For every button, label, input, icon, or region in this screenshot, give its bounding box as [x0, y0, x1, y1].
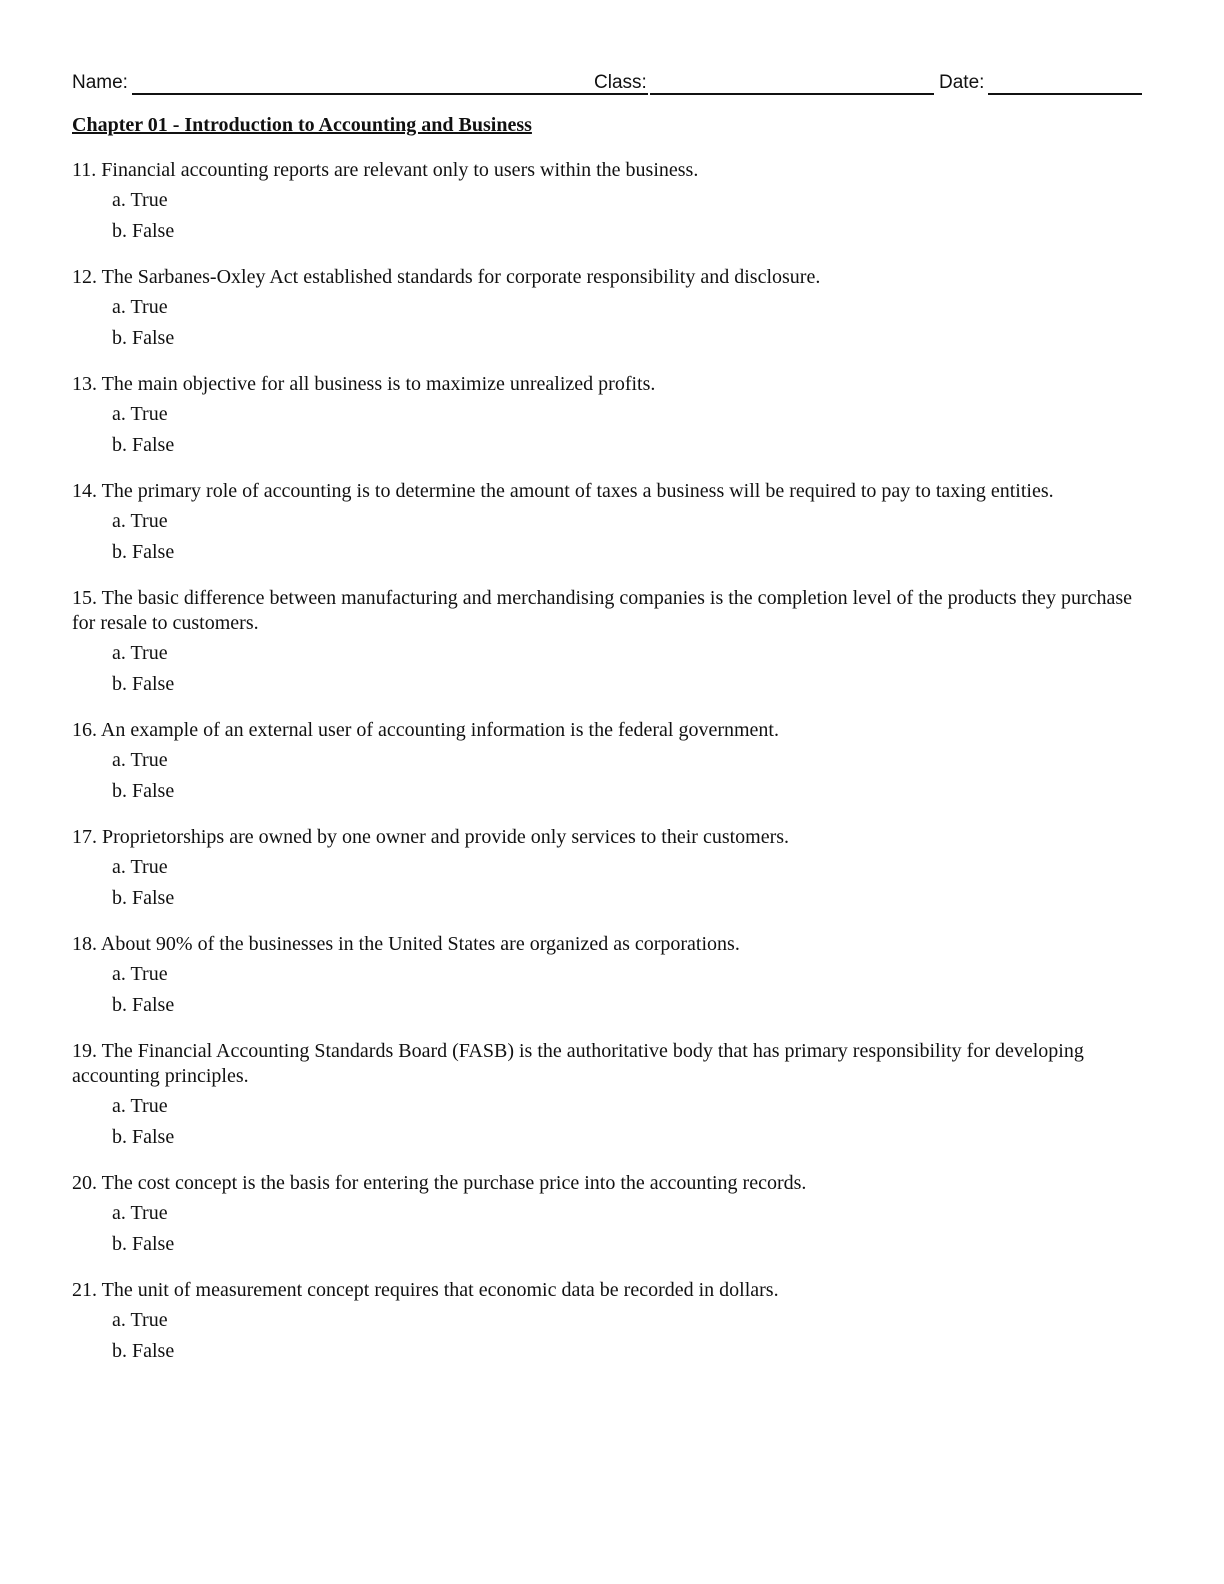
question-item — [72, 586, 1132, 698]
option-true: a. True — [112, 1202, 168, 1224]
option-false: b. False — [112, 327, 175, 349]
question-number: 11. — [72, 159, 97, 181]
question-statement: The unit of measurement concept requires that economic data be recorded in dollars. — [101, 1279, 779, 1301]
option-false: b. False — [112, 887, 175, 909]
question-item — [72, 158, 1132, 245]
option-true: a. True — [112, 963, 168, 985]
question-text — [72, 1278, 1132, 1303]
option-false: b. False — [112, 780, 175, 802]
question-statement: About 90% of the businesses in the United States are organized as corporations. — [100, 933, 740, 955]
option-true: a. True — [112, 642, 168, 664]
name-blank-line — [132, 93, 648, 95]
option-false: b. False — [112, 1340, 175, 1362]
question-statement: The basic difference between manufacturing and merchandising companies is the completion level of the products they purchase for resale to customers. — [72, 587, 1133, 634]
date-blank-line — [988, 93, 1142, 95]
question-text — [72, 932, 1132, 957]
option-false: b. False — [112, 541, 175, 563]
question-item — [72, 265, 1132, 352]
question-number: 13. — [72, 373, 97, 395]
question-text — [72, 586, 1132, 636]
question-number: 12. — [72, 266, 97, 288]
option-true: a. True — [112, 510, 168, 532]
question-text — [72, 718, 1132, 743]
class-label: Class: — [594, 72, 647, 93]
option-false: b. False — [112, 1126, 175, 1148]
question-statement: The primary role of accounting is to determine the amount of taxes a business will be required to pay to taxing entities. — [101, 480, 1054, 502]
student-info-header — [72, 70, 1144, 96]
question-statement: Proprietorships are owned by one owner and provide only services to their customers. — [102, 826, 790, 848]
footer-right-mark — [1098, 1458, 1102, 1464]
name-label: Name: — [72, 72, 128, 93]
option-true: a. True — [112, 189, 168, 211]
question-statement: The main objective for all business is to maximize unrealized profits. — [101, 373, 656, 395]
question-number: 18. — [72, 933, 97, 955]
question-statement: An example of an external user of accounting information is the federal government. — [100, 719, 779, 741]
option-true: a. True — [112, 1095, 168, 1117]
question-number: 17. — [72, 826, 97, 848]
option-false: b. False — [112, 434, 175, 456]
option-true: a. True — [112, 1309, 168, 1331]
question-number: 16. — [72, 719, 97, 741]
question-text — [72, 479, 1132, 504]
option-false: b. False — [112, 1233, 175, 1255]
question-item — [72, 479, 1132, 566]
question-text — [72, 1171, 1132, 1196]
option-true: a. True — [112, 296, 168, 318]
question-number: 19. — [72, 1040, 97, 1062]
option-true: a. True — [112, 403, 168, 425]
class-blank-line — [650, 93, 934, 95]
question-statement: The Sarbanes-Oxley Act established standards for corporate responsibility and disclosure. — [101, 266, 821, 288]
option-false: b. False — [112, 673, 175, 695]
option-false: b. False — [112, 994, 175, 1016]
question-number: 21. — [72, 1279, 97, 1301]
option-true: a. True — [112, 749, 168, 771]
question-text — [72, 265, 1132, 290]
question-statement: Financial accounting reports are relevant only to users within the business. — [101, 159, 699, 181]
question-list — [72, 158, 1132, 1385]
question-item — [72, 372, 1132, 459]
question-item — [72, 718, 1132, 805]
option-false: b. False — [112, 220, 175, 242]
question-item — [72, 932, 1132, 1019]
chapter-title: Chapter 01 - Introduction to Accounting and Business — [72, 114, 532, 136]
question-text — [72, 1039, 1132, 1089]
question-item — [72, 1278, 1132, 1365]
question-item — [72, 1171, 1132, 1258]
question-statement: The Financial Accounting Standards Board (FASB) is the authoritative body that has primary responsibility for developing accounting principles. — [72, 1040, 1084, 1087]
question-item — [72, 825, 1132, 912]
question-text — [72, 372, 1132, 397]
date-label: Date: — [939, 72, 985, 93]
question-number: 20. — [72, 1172, 97, 1194]
question-number: 14. — [72, 480, 97, 502]
footer-left-mark — [84, 1458, 88, 1464]
question-text — [72, 158, 1132, 183]
option-true: a. True — [112, 856, 168, 878]
question-text — [72, 825, 1132, 850]
question-item — [72, 1039, 1132, 1151]
question-statement: The cost concept is the basis for entering the purchase price into the accounting records. — [101, 1172, 807, 1194]
question-number: 15. — [72, 587, 97, 609]
